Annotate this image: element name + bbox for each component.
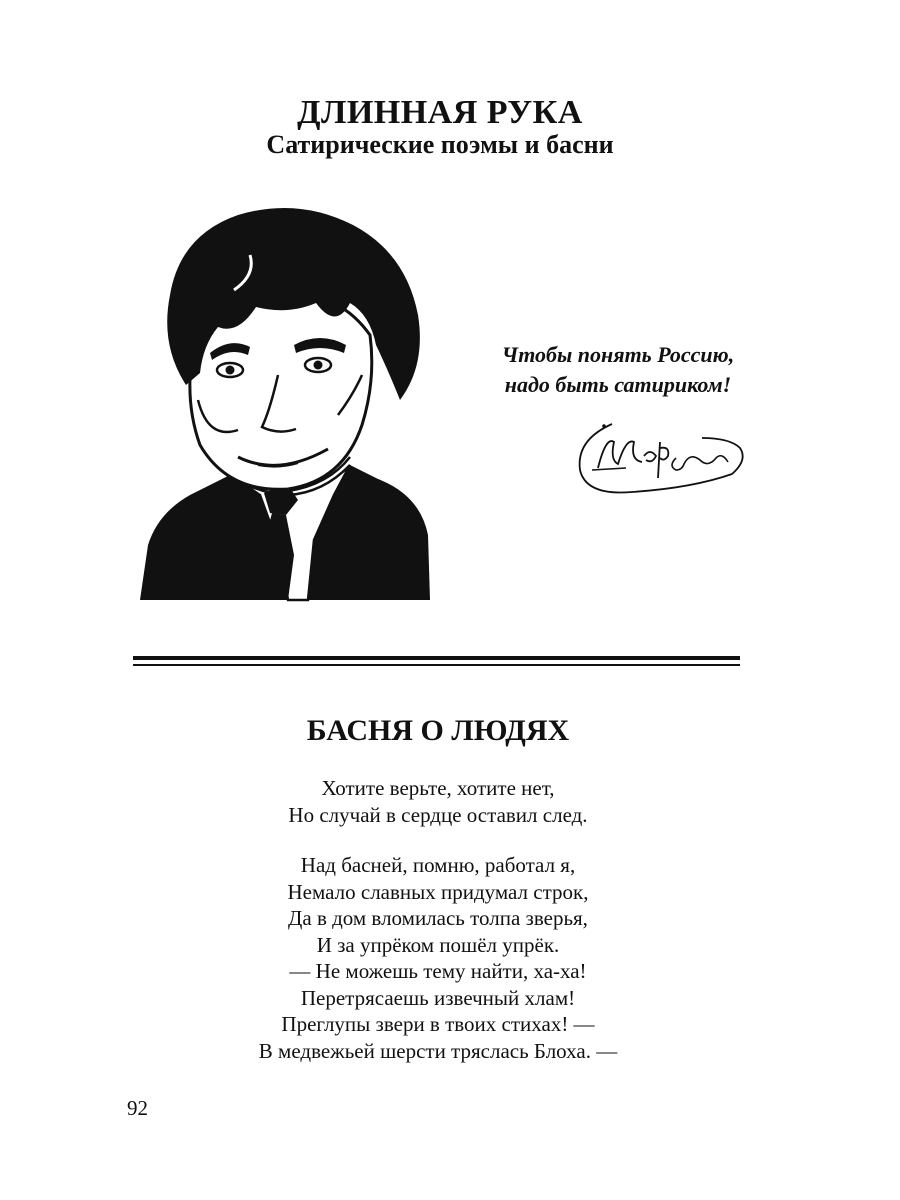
poem-line: Над басней, помню, работал я, <box>300 853 576 877</box>
book-title: ДЛИННАЯ РУКА <box>297 94 583 131</box>
epigraph-line: Чтобы понять Россию, <box>501 342 735 367</box>
section-divider-thick <box>133 656 740 660</box>
poem-line: Немало славных придумал строк, <box>287 879 589 904</box>
handwritten-signature-icon <box>572 412 747 497</box>
poem-line: Перетрясаешь извечный хлам! <box>300 985 576 1010</box>
poem-line: Хотите верьте, хотите нет, <box>321 776 555 800</box>
epigraph-line: надо быть сатириком! <box>504 372 732 397</box>
poem-line: Да в дом вломилась толпа зверья, <box>288 906 588 930</box>
epigraph <box>468 340 768 400</box>
book-subtitle: Сатирические поэмы и басни <box>266 130 614 159</box>
poem-line: Преглупы звери в твоих стихах! — <box>281 1012 595 1036</box>
poem-title: БАСНЯ О ЛЮДЯХ <box>306 714 570 747</box>
poem-stanza <box>0 852 876 1064</box>
poem-stanza <box>0 775 876 828</box>
poem-line: И за упрёком пошёл упрёк. <box>316 932 560 957</box>
section-divider-thin <box>133 664 740 666</box>
poem-line: Но случай в сердце оставил след. <box>288 802 588 827</box>
page-number: 92 <box>127 1096 148 1120</box>
poem-line: В медвежьей шерсти тряслась Блоха. — <box>258 1038 618 1063</box>
caricature-portrait-icon <box>138 195 438 605</box>
poem-line: — Не можешь тему найти, ха-ха! <box>289 959 587 983</box>
